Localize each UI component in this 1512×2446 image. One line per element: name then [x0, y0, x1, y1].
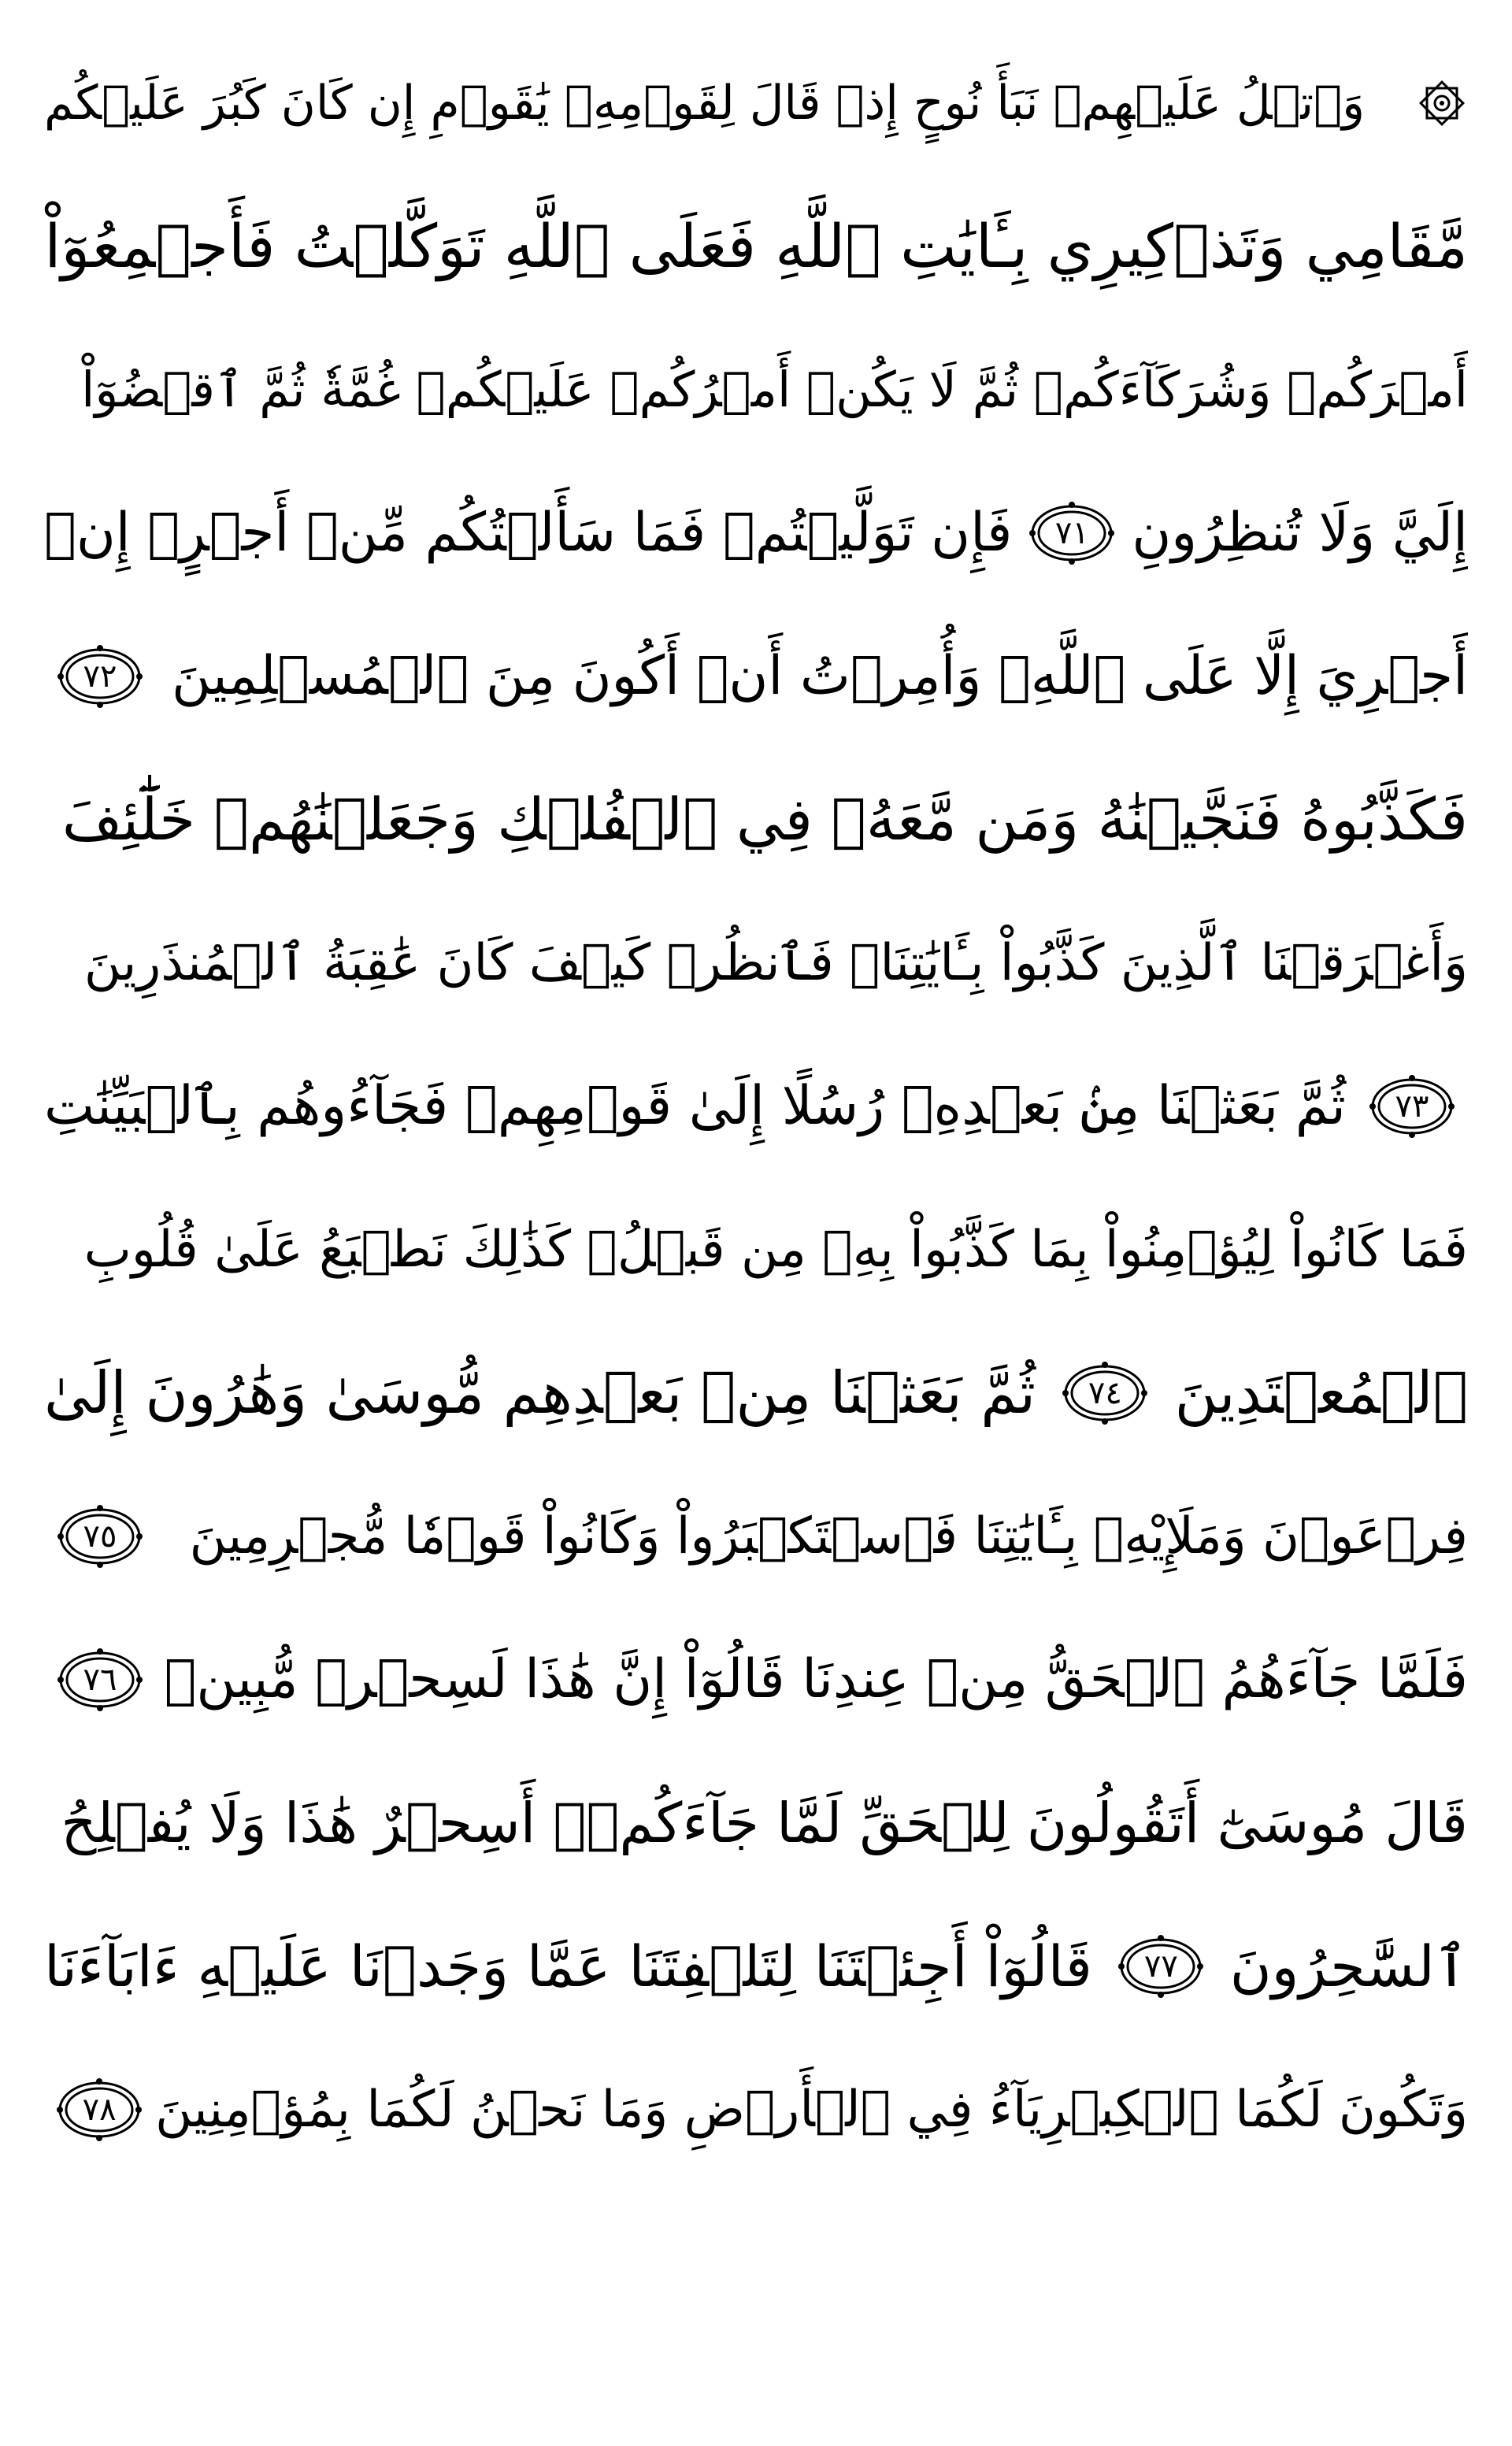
- ayah-number: ٧٢: [83, 658, 117, 695]
- ayah-number: ٧٥: [83, 1518, 117, 1555]
- ayah-end-marker: [54, 1642, 146, 1718]
- ayah-number: ٧١: [1054, 515, 1089, 551]
- line-text: قَالُوٓاْ أَجِئۡتَنَا لِتَلۡفِتَنَا عَمَّا وَجَدۡنَا عَلَيۡهِ ءَابَآءَنَا: [44, 1933, 1092, 1999]
- line-text: ٱلۡمُعۡتَدِينَ: [1174, 1359, 1468, 1427]
- text-line: [44, 2038, 1468, 2181]
- ayah-end-marker: [54, 1499, 146, 1574]
- line-text: ثُمَّ بَعَثۡنَا مِنۢ بَعۡدِهِم مُّوسَىٰ وَهَٰرُونَ إِلَىٰ: [44, 1359, 1036, 1427]
- line-text: فَإِن تَوَلَّيۡتُمۡ فَمَا سَأَلۡتُكُم مِّنۡ أَجۡرٍۖ إِنۡ: [44, 502, 1013, 564]
- ayah-end-marker: [1058, 1355, 1151, 1431]
- line-text: قَالَ مُوسَىٰٓ أَتَقُولُونَ لِلۡحَقِّ لَمَّا جَآءَكُمۡۖ أَسِحۡرٌ هَٰذَا وَلَا يُفۡلِحُ: [61, 1791, 1468, 1855]
- rub-el-hizb-icon: [1416, 77, 1468, 129]
- text-line: [44, 1465, 1468, 1608]
- text-line: [44, 1178, 1468, 1321]
- ayah-end-marker: [54, 639, 146, 714]
- text-line: [44, 175, 1468, 318]
- ayah-number: ٧٤: [1088, 1375, 1122, 1411]
- text-line: [44, 891, 1468, 1035]
- text-line: [44, 1895, 1468, 2038]
- line-text: أَجۡرِيَ إِلَّا عَلَى ٱللَّهِۖ وَأُمِرۡتُ أَنۡ أَكُونَ مِنَ ٱلۡمُسۡلِمِينَ: [171, 645, 1468, 707]
- line-text: فَمَا كَانُواْ لِيُؤۡمِنُواْ بِمَا كَذَّبُواْ بِهِۦ مِن قَبۡلُۚ كَذَٰلِكَ نَطۡبَعُ عَلَىٰ قُلُوبِ: [83, 1221, 1468, 1279]
- text-line: [44, 1321, 1468, 1465]
- text-line: [44, 1035, 1468, 1178]
- ayah-number: ٧٣: [1395, 1088, 1429, 1125]
- line-text: إِلَيَّ وَلَا تُنظِرُونِ: [1132, 502, 1468, 564]
- text-line: [44, 461, 1468, 605]
- line-text: أَمۡرَكُمۡ وَشُرَكَآءَكُمۡ ثُمَّ لَا يَكُنۡ أَمۡرُكُمۡ عَلَيۡكُمۡ غُمَّةٗ ثُمَّ ٱقۡضُوٓاْ: [81, 361, 1468, 418]
- text-line: [44, 748, 1468, 891]
- line-text: ثُمَّ بَعَثۡنَا مِنۢ بَعۡدِهِۦ رُسُلًا إِلَىٰ قَوۡمِهِمۡ فَجَآءُوهُم بِٱلۡبَيِّنَٰتِ: [44, 1075, 1346, 1137]
- line-text: وَٱتۡلُ عَلَيۡهِمۡ نَبَأَ نُوحٍ إِذۡ قَالَ لِقَوۡمِهِۦ يَٰقَوۡمِ إِن كَانَ كَبُرَ عَلَيۡكُم: [44, 76, 1366, 131]
- text-line: [44, 318, 1468, 461]
- line-text: فَلَمَّا جَآءَهُمُ ٱلۡحَقُّ مِنۡ عِندِنَا قَالُوٓاْ إِنَّ هَٰذَا لَسِحۡرٞ مُّبِينٞ: [164, 1648, 1468, 1710]
- text-line: [44, 605, 1468, 748]
- line-text: فِرۡعَوۡنَ وَمَلَإِيْهِۦ بِـَٔايَٰتِنَا فَٱسۡتَكۡبَرُواْ وَكَانُواْ قَوۡمٗا مُّجۡرِمِينَ: [189, 1507, 1468, 1566]
- ayah-end-marker: [1025, 495, 1118, 571]
- text-line: [44, 1608, 1468, 1751]
- ayah-number: ٧٨: [82, 2092, 117, 2128]
- line-text: مَّقَامِي وَتَذۡكِيرِي بِـَٔايَٰتِ ٱللَّهِ فَعَلَى ٱللَّهِ تَوَكَّلۡتُ فَأَجۡمِعُوٓاْ: [44, 211, 1468, 281]
- ayah-end-marker: [1366, 1069, 1458, 1144]
- ayah-number: ٧٦: [83, 1662, 117, 1698]
- line-text: فَكَذَّبُوهُ فَنَجَّيۡنَٰهُ وَمَن مَّعَهُۥ فِي ٱلۡفُلۡكِ وَجَعَلۡنَٰهُمۡ خَلَٰٓئِفَ: [61, 786, 1468, 854]
- line-text: وَأَغۡرَقۡنَا ٱلَّذِينَ كَذَّبُواْ بِـَٔايَٰتِنَاۖ فَٱنظُرۡ كَيۡفَ كَانَ عَٰقِبَةُ ٱلۡمُنذَرِينَ: [83, 934, 1468, 992]
- ayah-end-marker: [53, 2072, 146, 2148]
- ayah-end-marker: [1114, 1929, 1207, 2004]
- line-text: ٱلسَّٰحِرُونَ: [1229, 1933, 1468, 1999]
- verse-lines: [44, 32, 1468, 2181]
- ayah-number: ٧٧: [1143, 1948, 1178, 1985]
- text-line: [44, 1751, 1468, 1895]
- text-line: [44, 32, 1468, 175]
- line-text: وَتَكُونَ لَكُمَا ٱلۡكِبۡرِيَآءُ فِي ٱلۡأَرۡضِ وَمَا نَحۡنُ لَكُمَا بِمُؤۡمِنِينَ: [155, 2081, 1468, 2139]
